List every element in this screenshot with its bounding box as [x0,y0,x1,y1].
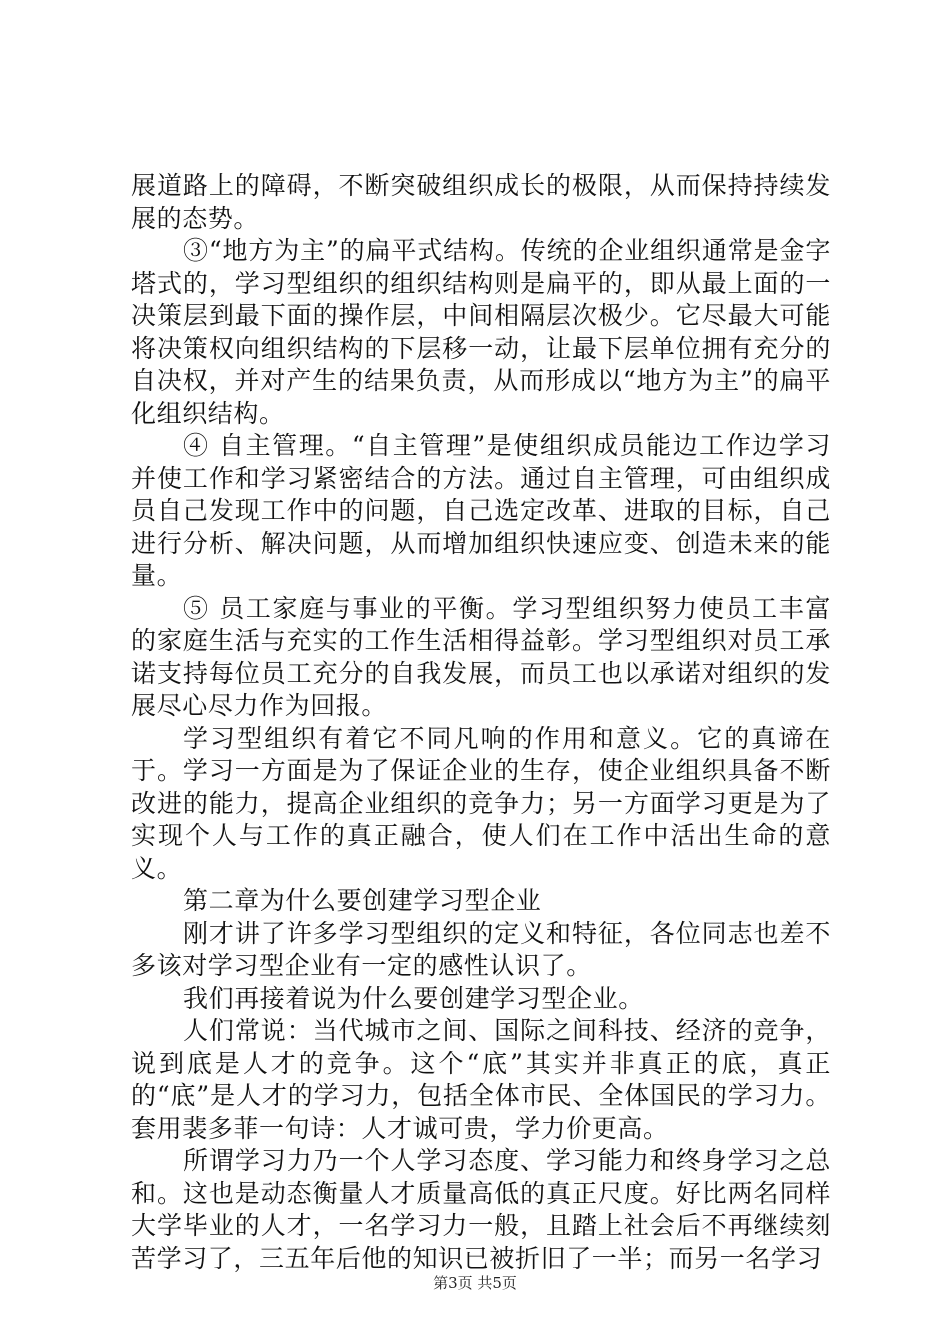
paragraph: 所谓学习力乃一个人学习态度、学习能力和终身学习之总和。这也是动态衡量人才质量高低的真正尺度。好比两名同样大学毕业的人才，一名学习力一般，且踏上社会后不再继续刻苦学习了，三五年后他的知识已被折旧了一半；而另一名学习 [131,1146,831,1273]
document-body [131,170,831,1275]
paragraph: 刚才讲了许多学习型组织的定义和特征，各位同志也差不多该对学习型企业有一定的感性认识了。 [131,918,831,980]
paragraph: ③“地方为主”的扁平式结构。传统的企业组织通常是金字塔式的，学习型组织的组织结构则是扁平的，即从最上面的一决策层到最下面的操作层，中间相隔层次极少。它尽最大可能将决策权向组织结构的下层移一动，让最下层单位拥有充分的自决权，并对产生的结果负责，从而形成以“地方为主”的扁平化组织结构。 [131,236,831,428]
paragraph: ④ 自主管理。“自主管理”是使组织成员能边工作边学习并使工作和学习紧密结合的方法。通过自主管理，可由组织成员自己发现工作中的问题，自己选定改革、进取的目标，自己进行分析、解决问题，从而增加组织快速应变、创造未来的能量。 [131,431,831,590]
page-footer: 第3页 共5页 [433,1274,517,1292]
paragraph: ⑤ 员工家庭与事业的平衡。学习型组织努力使员工丰富的家庭生活与充实的工作生活相得益彰。学习型组织对员工承诺支持每位员工充分的自我发展，而员工也以承诺对组织的发展尽心尽力作为回报。 [131,593,831,720]
paragraph: 人们常说：当代城市之间、国际之间科技、经济的竞争，说到底是人才的竞争。这个“底”其实并非真正的底，真正的“底”是人才的学习力，包括全体市民、全体国民的学习力。套用裴多菲一句诗：人才诚可贵，学力价更高。 [131,1016,831,1143]
chapter-heading: 第二章为什么要创建学习型企业 [183,886,542,915]
paragraph: 展道路上的障碍，不断突破组织成长的极限，从而保持持续发展的态势。 [131,171,831,233]
paragraph: 我们再接着说为什么要创建学习型企业。 [183,983,644,1013]
paragraph: 学习型组织有着它不同凡响的作用和意义。它的真谛在于。学习一方面是为了保证企业的生存，使企业组织具备不断改进的能力，提高企业组织的竞争力；另一方面学习更是为了实现个人与工作的真正融合，使人们在工作中活出生命的意义。 [131,723,831,883]
